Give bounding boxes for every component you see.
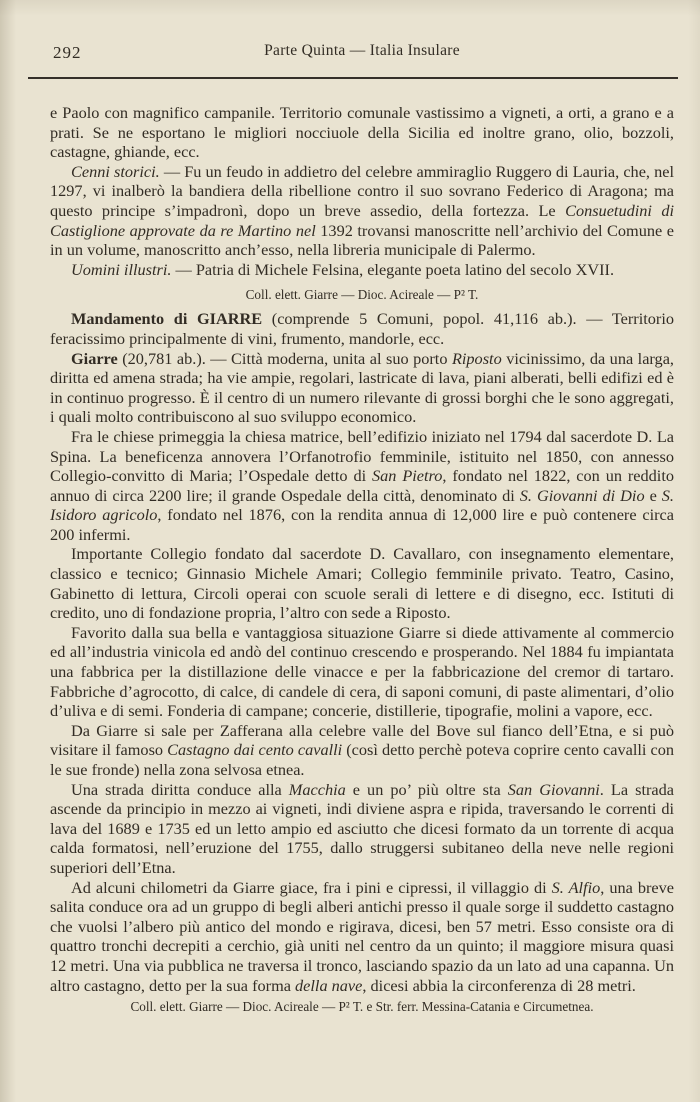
running-title: Parte Quinta — Italia Insulare: [264, 42, 460, 59]
paragraph-uomini-illustri: Uomini illustri. — Patria di Michele Felsina, elegante poeta latino del secolo XVII.: [71, 259, 615, 279]
paragraph-strada-macchia: Una strada diritta conduce alla Macchia e un po’ più oltre sta San Giovanni. La strada ascende da principio in mezzo ai vigneti, indi diviene aspra e ripida, traversando le correnti di lava del 1689 e 1735 ed un letto ampio ed asciutto che dicesi formato da un torrente di acqua calda formatosi, nell’eruzione del 1755, dallo struggersi subitaneo della neve nelle regioni superiori dell’Etna.: [50, 779, 674, 877]
header-rule: [28, 77, 678, 79]
note-collegio-ferrovie-bottom: Coll. elett. Giarre — Dioc. Acireale — P² T. e Str. ferr. Messina-Catania e Circumetnea.: [130, 999, 594, 1015]
paragraph-giarre-citta: Giarre (20,781 ab.). — Città moderna, unita al suo porto Riposto vicinissimo, da una larga, diritta ed amena strada; ha vie ampie, regolari, lastricate di lava, piani alberati, belli edifizi ed è in continuo progresso. È il centro di un numero rilevante di grossi borghi che le sono aggregati, i quali molto contribuiscono al suo sviluppo economico.: [50, 348, 674, 427]
page-body: [50, 103, 674, 1015]
paragraph-valle-del-bove: Da Giarre si sale per Zafferana alla celebre valle del Bove sul fianco dell’Etna, e si può visitare il famoso Castagno dai cento cavalli (così detto perchè poteva coprire cento cavalli con le sue fronde) nella zona selvosa etnea.: [50, 720, 675, 779]
paragraph-continuation-paolo-campanile: e Paolo con magnifico campanile. Territorio comunale vastissimo a vigneti, a orti, a grano e a prati. Se ne esportano le migliori nocciuole della Sicilia ed inoltre grano, olio, bozzoli, castagne, ghiande, ecc.: [50, 103, 674, 162]
paragraph-chiese-ospedali: Fra le chiese primeggia la chiesa matrice, bell’edifizio iniziato nel 1794 dal sacerdote D. La Spina. La beneficenza annovera l’Orfanotrofio femminile, istituito nel 1850, con annesso Collegio-convitto di Maria; l’Ospedale detto di San Pietro, fondato nel 1822, con un reddito annuo di circa 2200 lire; il grande Ospedale della città, denominato di S. Giovanni di Dio e S. Isidoro agricolo, fondato nel 1876, con la rendita annua di 12,000 lire e può contenere circa 200 infermi.: [50, 426, 674, 544]
page-number: 292: [53, 43, 82, 62]
paragraph-sant-alfio-castagno: Ad alcuni chilometri da Giarre giace, fra i pini e cipressi, il villaggio di S. Alfio, una breve salita conduce ora ad un gruppo di begli alberi antichi presso il quale sorge il suddetto castagno che vuolsi l’albero più antico del mondo e rigirava, dicesi, ben 57 metri. Esso consiste ora di quattro tronchi decrepiti a cerchio, già uniti nel centro da un quinto; il maggiore misura quasi 12 metri. Una via pubblica ne traversa il tronco, lasciando spazio da un lato ad una capanna. Un altro castagno, detto per la sua forma della nave, dicesi abbia la circonferenza di 28 metri.: [50, 877, 675, 995]
paragraph-cenni-storici: Cenni storici. — Fu un feudo in addietro del celebre ammiraglio Ruggero di Lauria, che, nel 1297, vi inalberò la bandiera della ribellione contro il suo sovrano Federico di Aragona; ma questo principe s’impadronì, dopo un breve assedio, della fortezza. Le Consuetudini di Castiglione approvate da re Martino nel 1392 trovansi manoscritte nell’archivio del Comune e in un volume, manoscritto anch’esso, nella libreria municipale di Palermo.: [50, 161, 675, 260]
paragraph-mandamento-giarre: Mandamento di GIARRE (comprende 5 Comuni, popol. 41,116 ab.). — Territorio feracissimo principalmente di vini, frumento, mandorle, ecc.: [50, 309, 674, 348]
note-collegio-elettorale-mid: Coll. elett. Giarre — Dioc. Acireale — P² T.: [245, 287, 479, 303]
paragraph-collegio-istituti: Importante Collegio fondato dal sacerdote D. Cavallaro, con insegnamento elementare, classico e tecnico; Ginnasio Michele Amari; Collegio femminile privato. Teatro, Casino, Gabinetto di lettura, Circoli operai con scuole serali di lettere e di disegno, ecc. Istituti di credito, uno di fondazione propria, l’altro con sede a Riposto.: [50, 544, 674, 623]
page-header: [50, 42, 674, 64]
paragraph-commercio-industria: Favorito dalla sua bella e vantaggiosa situazione Giarre si diede attivamente al commercio ed all’industria vinicola ed andò del continuo crescendo e prosperando. Nel 1884 fu impiantata una fabbrica per la distillazione delle vinacce e per la fabbricazione del cremor di tartaro. Fabbriche d’agrocotto, di calce, di candele di cera, di saponi comuni, di paste alimentari, d’olio d’uliva e di semi. Fonderia di campane; concerie, distillerie, tipografie, molini a vapore, ecc.: [50, 622, 674, 721]
